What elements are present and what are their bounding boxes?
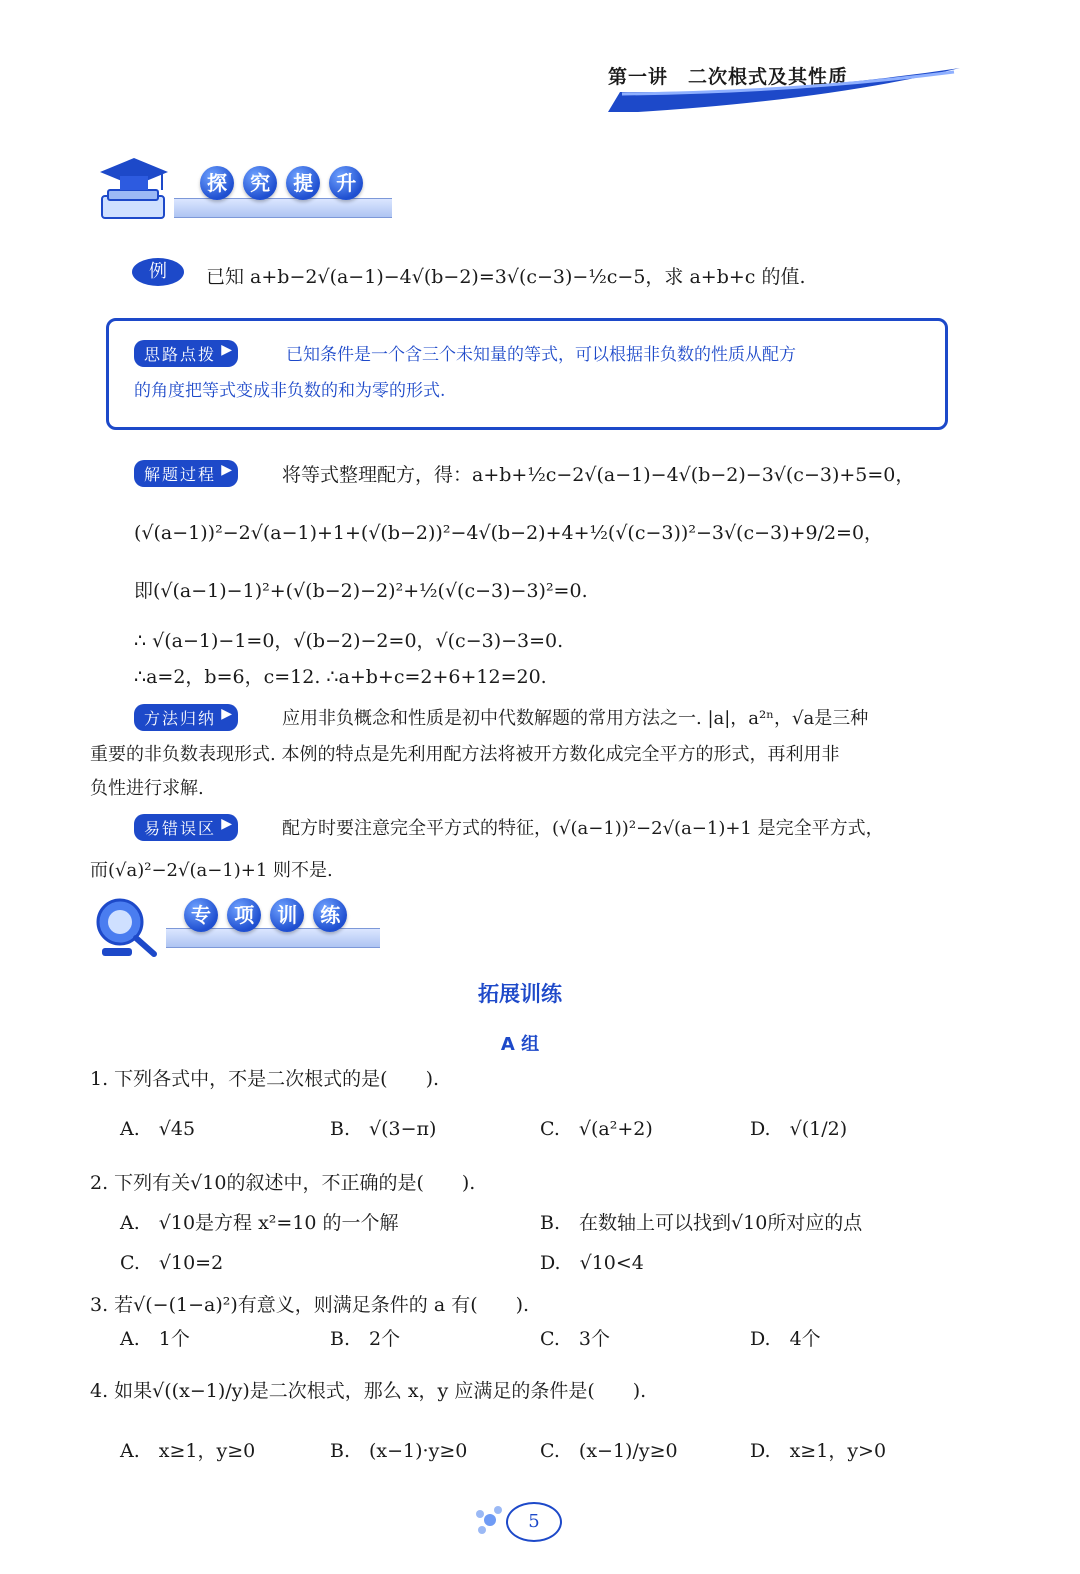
magnifier-globe-icon bbox=[88, 892, 168, 962]
banner-char: 究 bbox=[243, 166, 277, 200]
solution-line-2: (√(a−1))²−2√(a−1)+1+(√(b−2))²−4√(b−2)+4+½(√(c−3))²−3√(c−3)+9/2=0， bbox=[134, 522, 884, 544]
question-4-option-d: D. x≥1，y>0 bbox=[750, 1440, 887, 1462]
question-3-stem: 3. 若√(−(1−a)²)有意义，则满足条件的 a 有( ). bbox=[90, 1294, 530, 1316]
pitfall-line-2: 而(√a)²−2√(a−1)+1 则不是. bbox=[90, 860, 333, 881]
question-1-stem: 1. 下列各式中，不是二次根式的是( ). bbox=[90, 1068, 440, 1090]
question-4-option-b: B. (x−1)·y≥0 bbox=[330, 1440, 468, 1462]
explore-banner bbox=[90, 150, 400, 230]
question-3-option-b: B. 2个 bbox=[330, 1328, 401, 1350]
banner-char: 提 bbox=[286, 166, 320, 200]
question-1-option-c: C. √(a²+2) bbox=[540, 1118, 653, 1140]
question-3-option-c: C. 3个 bbox=[540, 1328, 610, 1350]
solution-label: 解题过程 ▶ bbox=[134, 460, 238, 487]
graduation-cap-icon bbox=[90, 150, 176, 230]
method-line-3: 负性进行求解. bbox=[90, 778, 204, 799]
example-text: 已知 a+b−2√(a−1)−4√(b−2)=3√(c−3)−½c−5，求 a+b+c 的值. bbox=[206, 266, 806, 288]
banner-char: 训 bbox=[270, 898, 304, 932]
question-4-option-a: A. x≥1，y≥0 bbox=[120, 1440, 256, 1462]
question-4-option-c: C. (x−1)/y≥0 bbox=[540, 1440, 678, 1462]
question-2-option-a: A. √10是方程 x²=10 的一个解 bbox=[120, 1212, 399, 1234]
hint-line-1: 已知条件是一个含三个未知量的等式，可以根据非负数的性质从配方 bbox=[286, 345, 796, 365]
training-banner bbox=[88, 892, 388, 962]
flower-decoration-icon bbox=[470, 1500, 510, 1540]
question-2-option-c: C. √10=2 bbox=[120, 1252, 224, 1274]
method-line-2: 重要的非负数表现形式. 本例的特点是先利用配方法将被开方数化成完全平方的形式，再利用非 bbox=[90, 744, 840, 765]
question-2-stem: 2. 下列有关√10的叙述中，不正确的是( ). bbox=[90, 1172, 476, 1194]
pitfall-label: 易错误区 ▶ bbox=[134, 814, 238, 841]
solution-line-4: ∴ √(a−1)−1=0，√(b−2)−2=0，√(c−3)−3=0. bbox=[134, 630, 564, 652]
group-title: A 组 bbox=[500, 1034, 540, 1055]
solution-line-3: 即(√(a−1)−1)²+(√(b−2)−2)²+½(√(c−3)−3)²=0. bbox=[134, 580, 588, 602]
banner-char: 项 bbox=[227, 898, 261, 932]
question-2-option-d: D. √10<4 bbox=[540, 1252, 644, 1274]
section-title: 拓展训练 bbox=[478, 982, 562, 1006]
solution-line-1: 将等式整理配方，得：a+b+½c−2√(a−1)−4√(b−2)−3√(c−3)+5=0， bbox=[282, 464, 915, 486]
page-number: 5 bbox=[506, 1502, 562, 1542]
banner-char: 专 bbox=[184, 898, 218, 932]
banner-char: 练 bbox=[313, 898, 347, 932]
method-line-1: 应用非负概念和性质是初中代数解题的常用方法之一. |a|，a²ⁿ，√a是三种 bbox=[282, 708, 869, 729]
question-3-option-d: D. 4个 bbox=[750, 1328, 821, 1350]
question-2-option-b: B. 在数轴上可以找到√10所对应的点 bbox=[540, 1212, 863, 1234]
question-1-option-a: A. √45 bbox=[120, 1118, 196, 1140]
banner-char: 升 bbox=[329, 166, 363, 200]
example-label: 例 bbox=[132, 258, 184, 286]
question-1-option-d: D. √(1/2) bbox=[750, 1118, 848, 1140]
chapter-title: 第一讲 二次根式及其性质 bbox=[607, 66, 848, 88]
hint-line-2: 的角度把等式变成非负数的和为零的形式. bbox=[134, 381, 446, 401]
pitfall-line-1: 配方时要注意完全平方式的特征，(√(a−1))²−2√(a−1)+1 是完全平方式， bbox=[282, 818, 884, 839]
header-swoosh-decoration bbox=[608, 64, 960, 114]
hint-label: 思路点拨 ▶ bbox=[134, 340, 238, 367]
question-3-option-a: A. 1个 bbox=[120, 1328, 190, 1350]
banner-char: 探 bbox=[200, 166, 234, 200]
method-label: 方法归纳 ▶ bbox=[134, 704, 238, 731]
question-1-option-b: B. √(3−π) bbox=[330, 1118, 437, 1140]
question-4-stem: 4. 如果√((x−1)/y)是二次根式，那么 x，y 应满足的条件是( ). bbox=[90, 1380, 647, 1402]
solution-line-5: ∴a=2，b=6，c=12. ∴a+b+c=2+6+12=20. bbox=[134, 666, 547, 688]
